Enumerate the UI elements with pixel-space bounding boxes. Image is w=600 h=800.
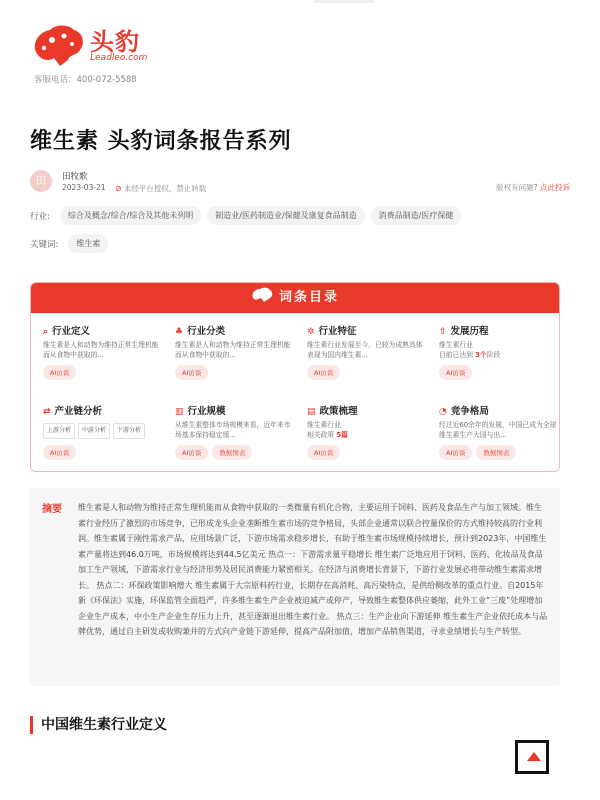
toc-item-feature[interactable] (307, 323, 427, 380)
desc-highlight: 5篇 (336, 431, 348, 439)
page-title: 维生素 头豹词条报告系列 (30, 129, 292, 154)
desc-line: 目前已达到 (439, 351, 476, 359)
downstream-tag[interactable]: 下游分析 (113, 423, 145, 439)
toc-item-title: 产业链分析 (54, 406, 103, 417)
ai-interview-tag[interactable]: AI访谈 (307, 445, 340, 460)
top-divider (314, 0, 374, 3)
history-icon: ⇧ (439, 327, 447, 337)
industry-tag[interactable]: 制造业/医药制造业/保健及康复食品制造 (207, 206, 364, 225)
competition-icon: ◔ (439, 407, 447, 417)
desc-line: 维生素行业 (307, 421, 341, 429)
toc-item-history[interactable] (439, 323, 559, 380)
scale-icon: ▥ (175, 407, 184, 417)
copyright-text: 未经平台授权，禁止转载 (123, 184, 207, 193)
publish-date: 2023-03-21 (62, 183, 106, 192)
toc-item-chain[interactable] (43, 403, 163, 460)
abstract-box (30, 488, 560, 686)
industry-label: 行业: (30, 211, 50, 222)
toc-item-policy[interactable] (307, 403, 427, 460)
toc-item-title: 政策梳理 (319, 406, 358, 417)
chain-icon: ⇄ (43, 407, 51, 417)
toc-item-definition[interactable] (43, 323, 163, 380)
chain-subtags (43, 420, 163, 440)
desc-line: 阶段 (486, 351, 501, 359)
toc-item-competition[interactable] (439, 403, 559, 460)
data-chart-tag[interactable]: 数据图表 (212, 445, 252, 460)
toc-item-desc: 维生素是人和动物为维持正常生理机能而从食物中获取的... (43, 341, 159, 359)
hotline: 客服电话：400-072-5588 (34, 75, 137, 85)
toc-header (31, 283, 559, 313)
ai-interview-tag[interactable]: AI访谈 (439, 365, 472, 380)
ai-interview-tag[interactable]: AI访谈 (43, 445, 76, 460)
report-link-wrap (496, 182, 570, 193)
back-to-top-button[interactable] (515, 740, 549, 774)
toc-item-desc (439, 340, 559, 360)
toc-item-title: 竞争格局 (450, 406, 489, 417)
ai-interview-tag[interactable]: AI访谈 (43, 365, 76, 380)
arrow-up-icon (527, 752, 541, 761)
forbidden-icon: ⊘ (115, 184, 122, 193)
feature-icon: ✲ (307, 327, 315, 337)
industry-tag[interactable]: 综合及概念/综合/综合及其他未列明 (60, 206, 201, 225)
data-chart-tag[interactable]: 数据图表 (476, 445, 516, 460)
ai-interview-tag[interactable]: AI访谈 (175, 445, 208, 460)
keyword-tag[interactable]: 维生素 (68, 234, 108, 253)
brand-url: Leadleo.com (90, 53, 148, 63)
desc-line: 相关政策 (307, 431, 337, 439)
keyword-row (30, 234, 114, 253)
toc-item-desc: 从维生素整体市场规模来看，近年来市场基本保持稳定缓... (175, 421, 291, 439)
abstract-label: 摘要 (42, 504, 62, 515)
author-bar (30, 170, 570, 194)
leopard-logo-icon (30, 22, 86, 68)
classification-icon: ♣ (175, 327, 184, 337)
industry-row (30, 206, 467, 225)
toc-item-title: 行业规模 (187, 406, 226, 417)
brand-logo[interactable] (30, 20, 160, 68)
toc-item-title: 行业分类 (187, 326, 226, 337)
ai-interview-tag[interactable]: AI访谈 (307, 365, 340, 380)
keyword-label: 关键词: (30, 239, 59, 250)
toc-title: 词条目录 (278, 290, 339, 305)
desc-line: 维生素行业 (439, 341, 473, 349)
policy-icon: ▤ (307, 407, 316, 417)
brand-name: 头豹 (90, 28, 140, 56)
toc-panel (30, 282, 560, 472)
toc-item-desc: 经过近60余年的发展，中国已成为全球维生素生产大国与出... (439, 421, 557, 439)
toc-item-desc (307, 420, 427, 440)
avatar[interactable]: 田 (30, 170, 52, 192)
leopard-toc-icon (251, 287, 273, 303)
toc-item-scale[interactable] (175, 403, 295, 460)
upstream-tag[interactable]: 上游分析 (43, 423, 75, 439)
report-link[interactable]: 点此投诉 (540, 183, 570, 192)
ai-interview-tag[interactable]: AI访谈 (439, 445, 472, 460)
toc-item-desc: 维生素是人和动物为维持正常生理机能而从食物中获取的... (175, 341, 291, 359)
desc-highlight: 3个 (475, 351, 487, 359)
copyright-notice (115, 183, 206, 194)
midstream-tag[interactable]: 中游分析 (78, 423, 110, 439)
report-prefix: 版权有问题? (496, 183, 538, 192)
toc-item-title: 行业特征 (318, 326, 357, 337)
section-title: 中国维生素行业定义 (30, 716, 167, 734)
toc-item-classification[interactable] (175, 323, 295, 380)
toc-item-title: 行业定义 (52, 326, 91, 337)
abstract-text: 维生素是人和动物为维持正常生理机能而从食物中获取的一类微量有机化合物，主要运用于饲料、医药及食品生产与加工领域。维生素行业经历了激烈的市场竞争，已形成龙头企业垄断维生素市场的竞争格局，头部企业通常以联合控量保价的方式维持较高的行业利润。维生素属于刚性需求产品，应用场景广泛，下游市场需求稳步增长，有助于维生素市场规模持续增长，预计到2023年，中国维生素产量将达到46.0万吨，市场规模将达到44.5亿美元 热点一：下游需求量平稳增长 维生素广泛地应用于饲料、医药、化妆品及食品加工生产领域，下游需求行业与经济形势及居民消费能力紧密相关。在经济与消费增长背景下，下游行业发展必将带动维生素需求增长。 热点二：环保政策影响增大 维生素属于大宗原料药行业，长期存在高消耗、高污染特点，是供给侧改革的重点行业。自2015年新《环保法》实施，环保监管全面趋严，许多维生素生产企业被迫减产或停产，导致维生素整体供应萎缩，此外工业“三废”处理增加企业生产成本，中小生产企业生存压力上升，甚至逐渐退出维生素行业。 热点三：生产企业向下游延伸 维生素生产企业依托成本与品牌优势，通过自主研发或收购兼并的方式向产业链下游延伸，提高产品附加值，增加产品销售渠道，寻求业绩增长与生产转型。 (78, 503, 548, 636)
definition-icon: ⌕ (43, 327, 49, 337)
toc-item-desc: 维生素行业发展至今，已较为成熟具体表现为国内维生素... (307, 341, 423, 359)
ai-interview-tag[interactable]: AI访谈 (175, 365, 208, 380)
author-name[interactable]: 田牧歌 (62, 172, 88, 182)
toc-item-title: 发展历程 (450, 326, 489, 337)
industry-tag[interactable]: 消费品制造/医疗保健 (371, 206, 462, 225)
